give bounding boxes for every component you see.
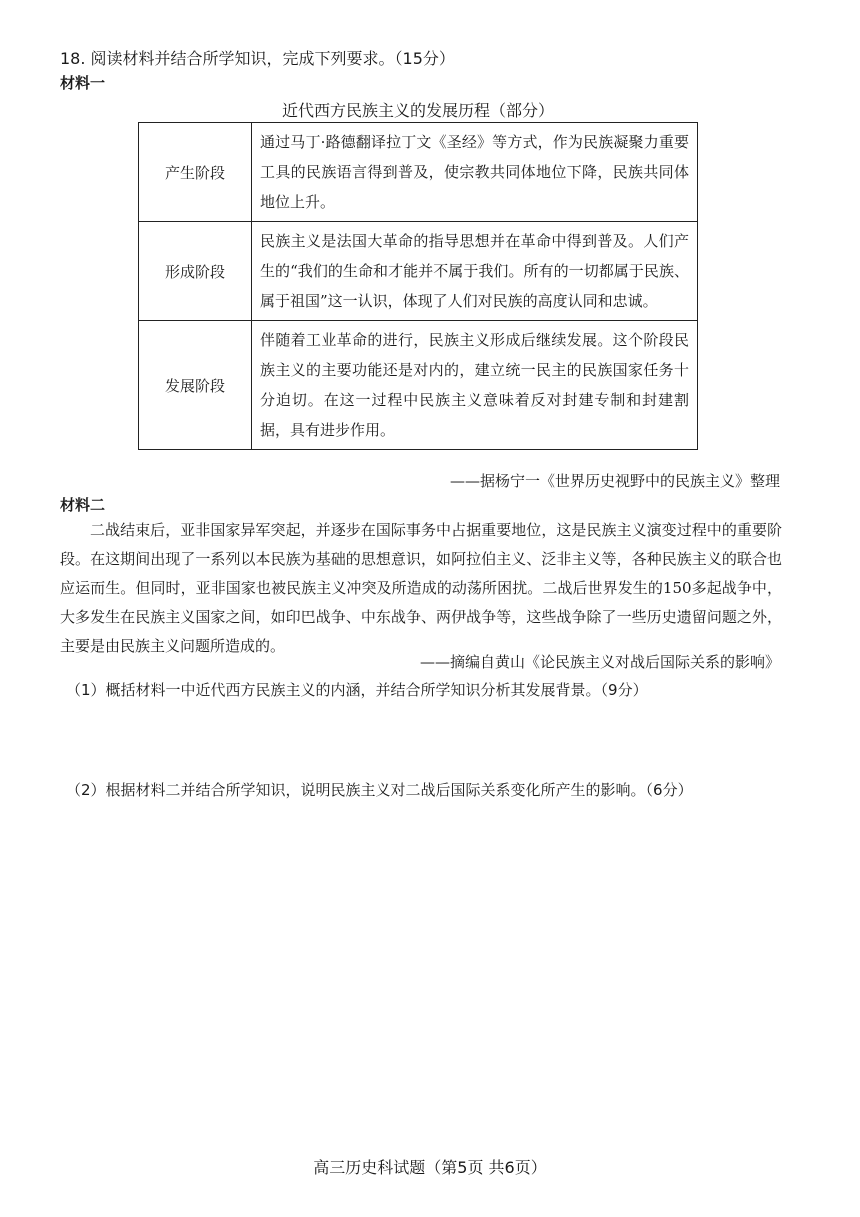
material1-label: 材料一 [60,74,106,92]
desc-cell: 通过马丁·路德翻译拉丁文《圣经》等方式，作为民族凝聚力重要工具的民族语言得到普及，使宗教共同体地位下降，民族共同体地位上升。 [252,123,698,222]
history-table [138,122,698,450]
table-row [139,222,698,321]
question-1: （1）概括材料一中近代西方民族主义的内涵，并结合所学知识分析其发展背景。（9分） [66,681,648,699]
question-header: 18. 阅读材料并结合所学知识，完成下列要求。（15分） [60,49,455,68]
question-2: （2）根据材料二并结合所学知识，说明民族主义对二战后国际关系变化所产生的影响。（6分） [66,781,693,799]
material2-label: 材料二 [60,496,106,514]
material2-text: 二战结束后，亚非国家异军突起，并逐步在国际事务中占据重要地位，这是民族主义演变过程中的重要阶段。在这期间出现了一系列以本民族为基础的思想意识，如阿拉伯主义、泛非主义等，各种民族主义的联合也应运而生。但同时，亚非国家也被民族主义冲突及所造成的动荡所困扰。二战后世界发生的150多起战争中，大多发生在民族主义国家之间，如印巴战争、中东战争、两伊战争等，这些战争除了一些历史遗留问题之外，主要是由民族主义问题所造成的。 [60,521,782,655]
desc-cell: 伴随着工业革命的进行，民族主义形成后继续发展。这个阶段民族主义的主要功能还是对内的，建立统一民主的民族国家任务十分迫切。在这一过程中民族主义意味着反对封建专制和封建割据，具有进步作用。 [252,321,698,450]
stage-cell: 产生阶段 [139,123,252,222]
material1-source: ——据杨宁一《世界历史视野中的民族主义》整理 [449,472,780,490]
stage-cell: 形成阶段 [139,222,252,321]
table-row [139,123,698,222]
stage-cell: 发展阶段 [139,321,252,450]
page-footer: 高三历史科试题（第5页 共6页） [313,1158,547,1177]
material2-source: ——摘编自黄山《论民族主义对战后国际关系的影响》 [419,653,780,671]
desc-cell: 民族主义是法国大革命的指导思想并在革命中得到普及。人们产生的“我们的生命和才能并不属于我们。所有的一切都属于民族、属于祖国”这一认识，体现了人们对民族的高度认同和忠诚。 [252,222,698,321]
table-row [139,321,698,450]
table-title: 近代西方民族主义的发展历程（部分） [281,101,554,120]
